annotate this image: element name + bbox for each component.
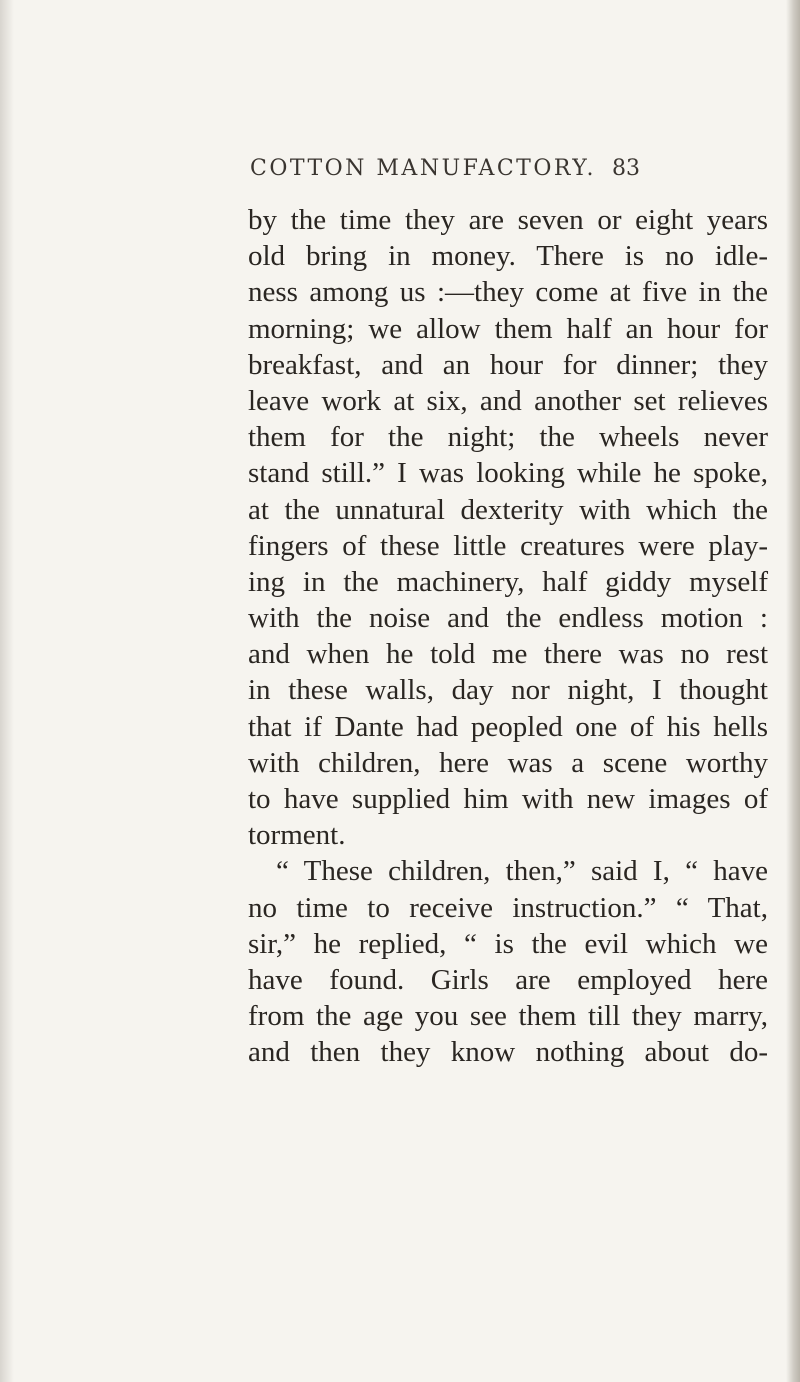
text-line: ness among us :—they come at five in the [248,276,768,309]
running-title: COTTON MANUFACTORY. [250,156,596,181]
text-line: sir,” he replied, “ is the evil which we [248,927,768,960]
body-text [248,202,768,1071]
page-edge [786,0,800,1382]
text-line: by the time they are seven or eight years [248,204,768,236]
text-line: in these walls, day nor night, I thought [248,674,768,707]
text-line: them for the night; the wheels never [248,421,768,454]
text-line: that if Dante had peopled one of his hells [248,710,768,743]
text-line: to have supplied him with new images of [248,783,768,815]
text-line: leave work at six, and another set relieves [248,384,768,417]
text-line: from the age you see them till they marry, [248,1000,768,1033]
text-line: “ These children, then,” said I, “ have [276,855,768,888]
text-line: ing in the machinery, half giddy myself [248,565,768,598]
page-header [250,156,640,196]
text-line: fingers of these little creatures were play- [248,529,768,562]
text-line: no time to receive instruction.” “ That, [248,891,768,924]
text-line: torment. [248,819,346,852]
text-line: old bring in money. There is no idle- [248,240,768,273]
text-line: and when he told me there was no rest [248,638,768,671]
text-line: with children, here was a scene worthy [248,746,768,779]
text-line: at the unnatural dexterity with which the [248,493,768,526]
text-line: stand still.” I was looking while he spoke, [248,457,768,490]
text-line: morning; we allow them half an hour for [248,312,768,345]
text-line: breakfast, and an hour for dinner; they [248,348,768,381]
text-line: with the noise and the endless motion : [248,602,768,635]
page-number: 83 [612,156,640,181]
page-gutter-shadow [0,0,14,1382]
text-line: and then they know nothing about do- [248,1036,768,1069]
text-line: have found. Girls are employed here [248,963,768,996]
